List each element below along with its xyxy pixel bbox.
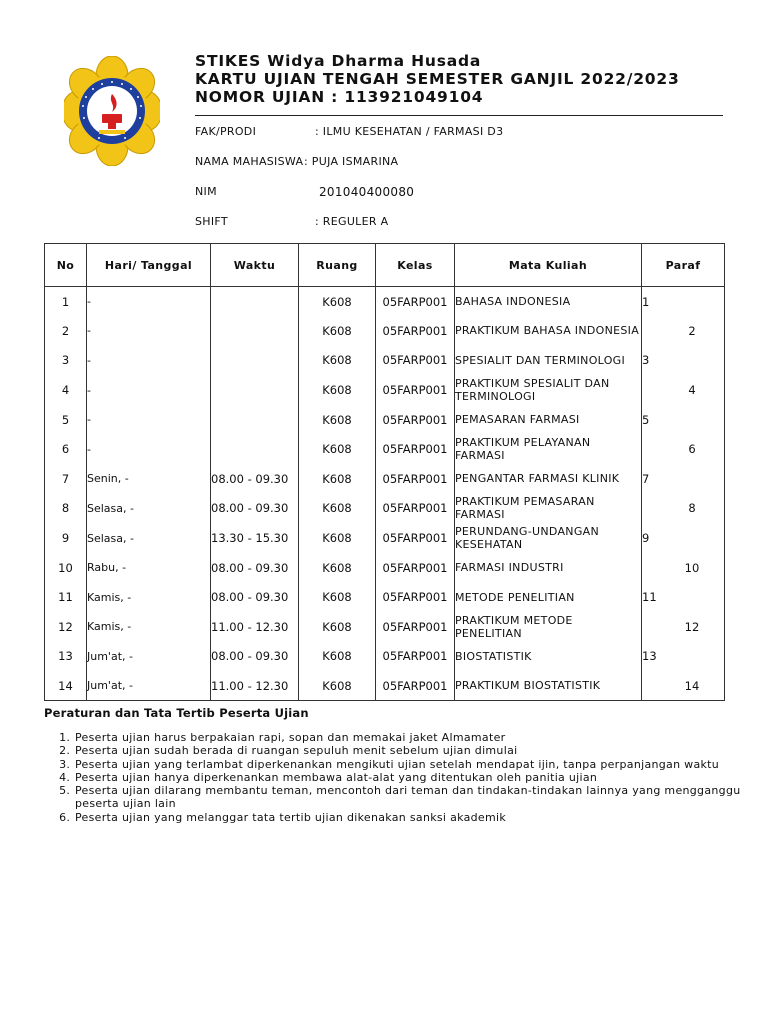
row-day: Senin, -	[87, 464, 211, 494]
student-name-label: NAMA MAHASISWA	[195, 155, 304, 168]
row-room: K608	[299, 612, 376, 642]
row-number: 8	[45, 494, 87, 524]
row-day: -	[87, 375, 211, 405]
row-day: Selasa, -	[87, 494, 211, 524]
row-room: K608	[299, 405, 376, 435]
row-day: -	[87, 405, 211, 435]
row-room: K608	[299, 375, 376, 405]
row-class: 05FARP001	[376, 523, 455, 553]
row-room: K608	[299, 316, 376, 346]
table-row	[45, 494, 725, 524]
row-number: 6	[45, 434, 87, 464]
row-time: 11.00 - 12.30	[211, 612, 299, 642]
faculty-label: FAK/PRODI	[195, 125, 257, 138]
row-room: K608	[299, 464, 376, 494]
row-time	[211, 375, 299, 405]
row-room: K608	[299, 553, 376, 583]
row-time: 08.00 - 09.30	[211, 464, 299, 494]
row-course: PENGANTAR FARMASI KLINIK	[455, 464, 642, 494]
card-title: KARTU UJIAN TENGAH SEMESTER GANJIL 2022/2023	[195, 70, 680, 88]
row-number: 5	[45, 405, 87, 435]
row-number: 4	[45, 375, 87, 405]
rule-item: 6. Peserta ujian yang melanggar tata tertib ujian dikenakan sanksi akademik	[74, 811, 754, 824]
rules-title: Peraturan dan Tata Tertib Peserta Ujian	[44, 706, 309, 720]
rule-item: 1. Peserta ujian harus berpakaian rapi, sopan dan memakai jaket Almamater	[74, 731, 754, 744]
table-row	[45, 464, 725, 494]
row-class: 05FARP001	[376, 375, 455, 405]
col-header-course: Mata Kuliah	[455, 244, 642, 287]
row-course: PRAKTIKUM BIOSTATISTIK	[455, 671, 642, 701]
row-paraf: 6	[642, 434, 725, 464]
table-row	[45, 405, 725, 435]
rules-list	[44, 731, 754, 824]
row-day: -	[87, 287, 211, 317]
table-row	[45, 582, 725, 612]
row-time: 13.30 - 15.30	[211, 523, 299, 553]
row-class: 05FARP001	[376, 464, 455, 494]
row-class: 05FARP001	[376, 671, 455, 701]
row-paraf: 13	[642, 642, 725, 672]
rule-item: 3. Peserta ujian yang terlambat diperkenankan mengikuti ujian setelah mendapat ijin, tanpa perpanjangan waktu	[74, 758, 754, 771]
row-time: 08.00 - 09.30	[211, 642, 299, 672]
row-paraf: 3	[642, 346, 725, 376]
row-course: FARMASI INDUSTRI	[455, 553, 642, 583]
row-room: K608	[299, 494, 376, 524]
row-course: METODE PENELITIAN	[455, 582, 642, 612]
table-header-row	[45, 244, 725, 287]
faculty-value: : ILMU KESEHATAN / FARMASI D3	[315, 125, 504, 138]
nim-value: 201040400080	[319, 185, 415, 199]
row-course: PEMASARAN FARMASI	[455, 405, 642, 435]
row-paraf: 12	[642, 612, 725, 642]
shift-label: SHIFT	[195, 215, 228, 228]
rule-item: 5. Peserta ujian dilarang membantu teman, mencontoh dari teman dan tindakan-tindakan lainnya yang mengganggu peserta ujian lain	[74, 784, 754, 811]
stikes-seal-icon	[64, 56, 160, 166]
row-paraf: 9	[642, 523, 725, 553]
row-number: 2	[45, 316, 87, 346]
table-row	[45, 671, 725, 701]
row-day: Jum'at, -	[87, 642, 211, 672]
col-header-room: Ruang	[299, 244, 376, 287]
row-number: 1	[45, 287, 87, 317]
row-day: Rabu, -	[87, 553, 211, 583]
row-room: K608	[299, 287, 376, 317]
row-course: PRAKTIKUM PEMASARAN FARMASI	[455, 494, 642, 524]
row-paraf: 10	[642, 553, 725, 583]
row-class: 05FARP001	[376, 494, 455, 524]
row-course: PRAKTIKUM BAHASA INDONESIA	[455, 316, 642, 346]
table-row	[45, 553, 725, 583]
row-paraf: 8	[642, 494, 725, 524]
row-time	[211, 346, 299, 376]
row-number: 13	[45, 642, 87, 672]
row-number: 9	[45, 523, 87, 553]
row-room: K608	[299, 434, 376, 464]
row-time: 11.00 - 12.30	[211, 671, 299, 701]
table-row	[45, 612, 725, 642]
row-class: 05FARP001	[376, 612, 455, 642]
table-row	[45, 523, 725, 553]
header-divider	[195, 115, 723, 116]
row-room: K608	[299, 346, 376, 376]
row-time	[211, 434, 299, 464]
row-room: K608	[299, 642, 376, 672]
row-day: -	[87, 316, 211, 346]
row-room: K608	[299, 671, 376, 701]
row-number: 10	[45, 553, 87, 583]
row-paraf: 2	[642, 316, 725, 346]
row-time: 08.00 - 09.30	[211, 494, 299, 524]
row-day: -	[87, 434, 211, 464]
row-course: PRAKTIKUM METODE PENELITIAN	[455, 612, 642, 642]
nim-label: NIM	[195, 185, 217, 198]
row-paraf: 5	[642, 405, 725, 435]
col-header-class: Kelas	[376, 244, 455, 287]
row-paraf: 7	[642, 464, 725, 494]
row-class: 05FARP001	[376, 582, 455, 612]
row-course: BAHASA INDONESIA	[455, 287, 642, 317]
row-number: 7	[45, 464, 87, 494]
row-day: Selasa, -	[87, 523, 211, 553]
col-header-day: Hari/ Tanggal	[87, 244, 211, 287]
row-time	[211, 287, 299, 317]
row-time	[211, 405, 299, 435]
row-day: -	[87, 346, 211, 376]
row-course: PRAKTIKUM PELAYANAN FARMASI	[455, 434, 642, 464]
row-course: PRAKTIKUM SPESIALIT DAN TERMINOLOGI	[455, 375, 642, 405]
row-paraf: 11	[642, 582, 725, 612]
table-row	[45, 642, 725, 672]
rule-item: 4. Peserta ujian hanya diperkenankan membawa alat-alat yang ditentukan oleh panitia ujian	[74, 771, 754, 784]
row-number: 12	[45, 612, 87, 642]
row-paraf: 14	[642, 671, 725, 701]
row-course: PERUNDANG-UNDANGAN KESEHATAN	[455, 523, 642, 553]
col-header-no: No	[45, 244, 87, 287]
col-header-paraf: Paraf	[642, 244, 725, 287]
exam-schedule-table	[44, 243, 725, 701]
table-body	[45, 287, 725, 701]
institution-logo	[64, 56, 160, 166]
row-class: 05FARP001	[376, 287, 455, 317]
table-row	[45, 287, 725, 317]
row-day: Jum'at, -	[87, 671, 211, 701]
table-row	[45, 375, 725, 405]
row-day: Kamis, -	[87, 582, 211, 612]
col-header-time: Waktu	[211, 244, 299, 287]
institution-name: STIKES Widya Dharma Husada	[195, 52, 482, 70]
row-room: K608	[299, 582, 376, 612]
row-class: 05FARP001	[376, 316, 455, 346]
exam-number: NOMOR UJIAN : 113921049104	[195, 88, 484, 106]
table-row	[45, 434, 725, 464]
row-time: 08.00 - 09.30	[211, 582, 299, 612]
row-number: 3	[45, 346, 87, 376]
row-class: 05FARP001	[376, 405, 455, 435]
row-time	[211, 316, 299, 346]
row-paraf: 4	[642, 375, 725, 405]
table-row	[45, 316, 725, 346]
row-course: BIOSTATISTIK	[455, 642, 642, 672]
row-number: 14	[45, 671, 87, 701]
row-paraf: 1	[642, 287, 725, 317]
shift-value: : REGULER A	[315, 215, 389, 228]
student-name-value: : PUJA ISMARINA	[304, 155, 399, 168]
row-class: 05FARP001	[376, 434, 455, 464]
row-room: K608	[299, 523, 376, 553]
row-time: 08.00 - 09.30	[211, 553, 299, 583]
row-class: 05FARP001	[376, 346, 455, 376]
table-row	[45, 346, 725, 376]
rule-item: 2. Peserta ujian sudah berada di ruangan sepuluh menit sebelum ujian dimulai	[74, 744, 754, 757]
row-course: SPESIALIT DAN TERMINOLOGI	[455, 346, 642, 376]
row-class: 05FARP001	[376, 553, 455, 583]
row-day: Kamis, -	[87, 612, 211, 642]
row-class: 05FARP001	[376, 642, 455, 672]
row-number: 11	[45, 582, 87, 612]
